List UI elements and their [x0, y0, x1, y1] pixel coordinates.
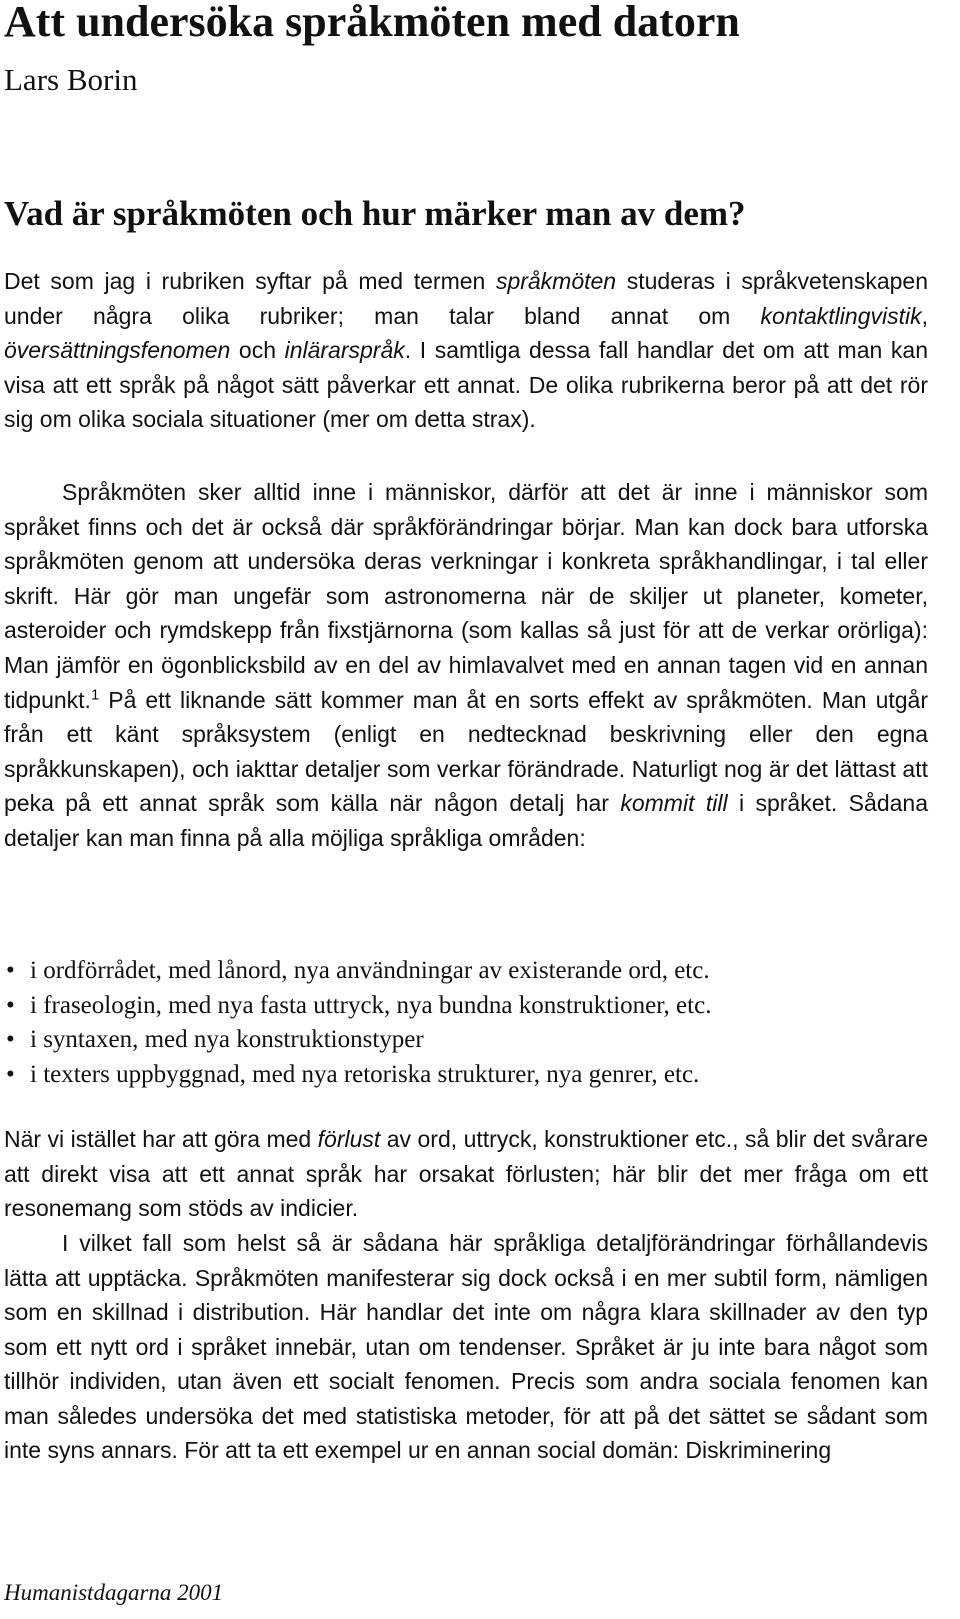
section-heading: Vad är språkmöten och hur märker man av dem? — [4, 194, 746, 233]
list-item-text: i texters uppbyggnad, med nya retoriska strukturer, nya genrer, etc. — [30, 1060, 700, 1088]
text-run: av ord, uttryck, konstruktioner etc., så blir det svårare att direkt visa att ett annat språk har orsakat förlusten; här blir det mer fråga om ett resonemang som stöds av indicier. — [4, 1126, 928, 1221]
author-name: Lars Borin — [4, 62, 138, 97]
bullet-icon: • — [6, 1060, 15, 1088]
list-item — [4, 1058, 928, 1093]
list-item — [4, 954, 928, 989]
text-run: I vilket fall som helst så är sådana här språkliga detaljförändringar förhållandevis lätta att upptäcka. Språkmöten manifesterar sig dock också i en mer subtil form, nämligen som en skillnad i distribution. Här handlar det inte om några klara skillnader av den typ som ett nytt ord i språket innebär, utan om tendenser. Språket är ju inte bara något som tillhör individen, utan även ett socialt fenomen. Precis som andra sociala fenomen kan man således undersöka det med statistiska metoder, för att på det sättet se sådant som inte syns annars. För att ta ett exempel ur en annan social domän: Diskriminering — [4, 1230, 928, 1463]
bullet-icon: • — [6, 1026, 15, 1054]
bullet-list — [4, 954, 928, 1092]
text-run: . I samtliga dessa fall handlar det om att man kan visa att ett språk på något sätt påverkar ett annat. De olika rubrikerna beror på att det rör sig om olika sociala situationer (mer om detta strax). — [4, 337, 928, 432]
list-item-text: i syntaxen, med nya konstruktionstyper — [30, 1026, 424, 1054]
paragraph-language-contact — [4, 475, 928, 856]
list-item-text: i ordförrådet, med lånord, nya användningar av existerande ord, etc. — [30, 957, 710, 984]
italic-term: förlust — [317, 1126, 381, 1152]
italic-term: kontaktlingvistik — [760, 302, 922, 329]
document-title: Att undersöka språkmöten med datorn — [4, 0, 740, 46]
bullet-icon: • — [6, 957, 15, 984]
text-run: På ett liknande sätt kommer man åt en sorts effekt av språkmöten. Man utgår från ett känt språksystem (enligt en nedtecknad beskrivning eller den egna språkkunskapen), och iakttar detaljer som verkar förändrade. Naturligt nog är det lättast att peka på ett annat språk som källa när någon detalj har — [4, 686, 928, 817]
text-run: i språket. Sådana detaljer kan man finna på alla möjliga språkliga områden: — [4, 790, 928, 851]
text-run: När vi istället har att göra med — [4, 1126, 318, 1152]
text-run: , — [921, 302, 928, 329]
italic-term: kommit till — [620, 790, 728, 817]
italic-term: språkmöten — [495, 268, 617, 294]
footer-conference-name: Humanistdagarna 2001 — [4, 1580, 224, 1605]
list-item-text: i fraseologin, med nya fasta uttryck, nya bundna konstruktioner, etc. — [30, 991, 712, 1019]
italic-term: översättningsfenomen — [4, 337, 231, 363]
italic-term: inlärarspråk — [284, 337, 405, 363]
bullet-icon: • — [6, 991, 15, 1019]
text-run: och — [230, 337, 285, 363]
text-run: studeras i språkvetenskapen under några olika rubriker; man talar bland annat om — [4, 268, 928, 329]
text-run: Språkmöten sker alltid inne i människor, därför att det är inne i människor som språket finns och det är också där språkförändringar börjar. Man kan dock bara utforska språkmöten genom att undersöka deras verkningar i konkreta språkhandlingar, i tal eller skrift. Här gör man ungefär som astronomerna när de skiljer ut planeter, kometer, asteroider och rymdskepp från fixstjärnorna (som kallas så just för att de verkar orörliga): Man jämför en ögonblicksbild av en del av himlavalvet med en annan tagen vid en annan tidpunkt. — [4, 479, 928, 713]
paragraph-distribution — [4, 1226, 928, 1468]
list-item — [4, 1023, 928, 1058]
list-item — [4, 989, 928, 1024]
text-run: Det som jag i rubriken syftar på med termen — [4, 268, 496, 294]
paragraph-intro — [4, 264, 928, 437]
footnote-marker: 1 — [90, 685, 100, 703]
paragraph-loss — [4, 1122, 928, 1226]
